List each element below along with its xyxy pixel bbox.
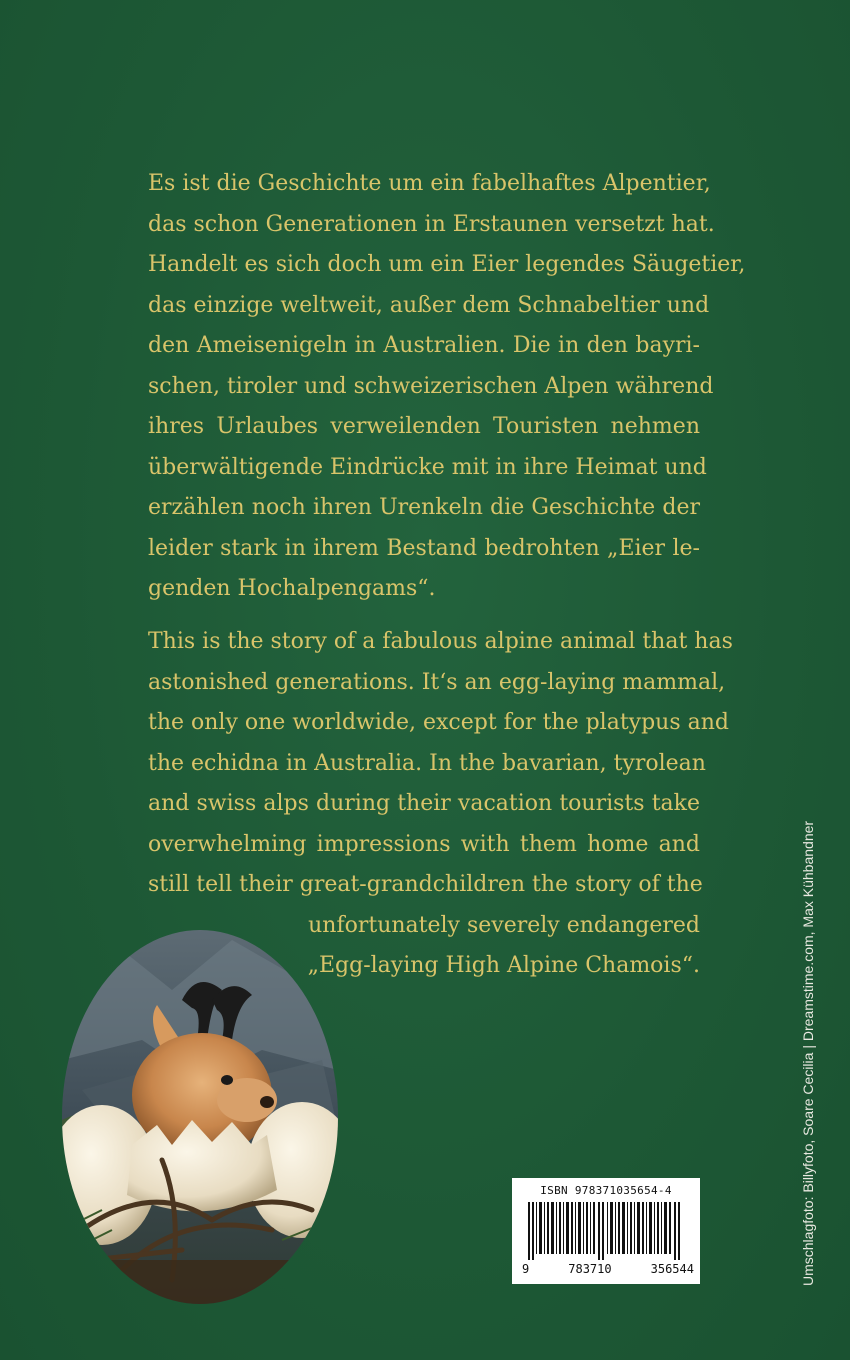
english-line: unfortunately severely endangered	[308, 912, 700, 938]
german-line: das schon Generationen in Erstaunen versetzt hat.	[148, 211, 715, 237]
english-line: the only one worldwide, except for the platypus and	[148, 710, 730, 735]
german-line: Es ist die Geschichte um ein fabelhaftes Alpentier,	[148, 171, 711, 196]
photo-credit: Umschlagfoto: Billyfoto, Soare Cecilia | Dreamstime.com, Max Kühbandner	[800, 820, 816, 1286]
chamois-photo	[62, 930, 338, 1304]
english-line: the echidna in Australia. In the bavarian, tyrolean	[148, 750, 706, 776]
barcode-bars	[528, 1202, 684, 1260]
german-line: Handelt es sich doch um ein Eier legendes Säugetier,	[148, 252, 746, 277]
german-line: ihres Urlaubes verweilenden Touristen nehmen	[148, 414, 700, 439]
german-line: überwältigende Eindrücke mit in ihre Heimat und	[148, 454, 707, 480]
english-line: „Egg-laying High Alpine Chamois“.	[307, 953, 700, 978]
english-line: still tell their great-grandchildren the story of the	[148, 872, 703, 897]
barcode	[512, 1178, 700, 1284]
barcode-digit-group: 356544	[650, 1262, 694, 1276]
german-line: das einzige weltweit, außer dem Schnabeltier und	[148, 292, 710, 318]
german-blurb	[148, 164, 746, 610]
english-blurb	[148, 622, 733, 987]
german-line: leider stark in ihrem Bestand bedrohten „Eier le-	[148, 535, 700, 561]
barcode-digits	[522, 1262, 694, 1276]
english-line: astonished generations. It‘s an egg-laying mammal,	[148, 669, 726, 695]
barcode-digit-group: 783710	[568, 1262, 612, 1276]
german-line: den Ameisenigeln in Australien. Die in den bayri-	[148, 333, 700, 358]
english-line: and swiss alps during their vacation tourists take	[148, 791, 700, 816]
barcode-digit-group: 9	[522, 1262, 530, 1276]
german-line: genden Hochalpengams“.	[148, 576, 436, 601]
german-line: schen, tiroler und schweizerischen Alpen während	[148, 373, 714, 399]
english-line: This is the story of a fabulous alpine animal that has	[148, 629, 733, 654]
german-line: erzählen noch ihren Urenkeln die Geschichte der	[148, 495, 700, 520]
isbn-label: ISBN 978371035654-4	[540, 1184, 672, 1197]
english-line: overwhelming impressions with them home and	[148, 831, 700, 857]
